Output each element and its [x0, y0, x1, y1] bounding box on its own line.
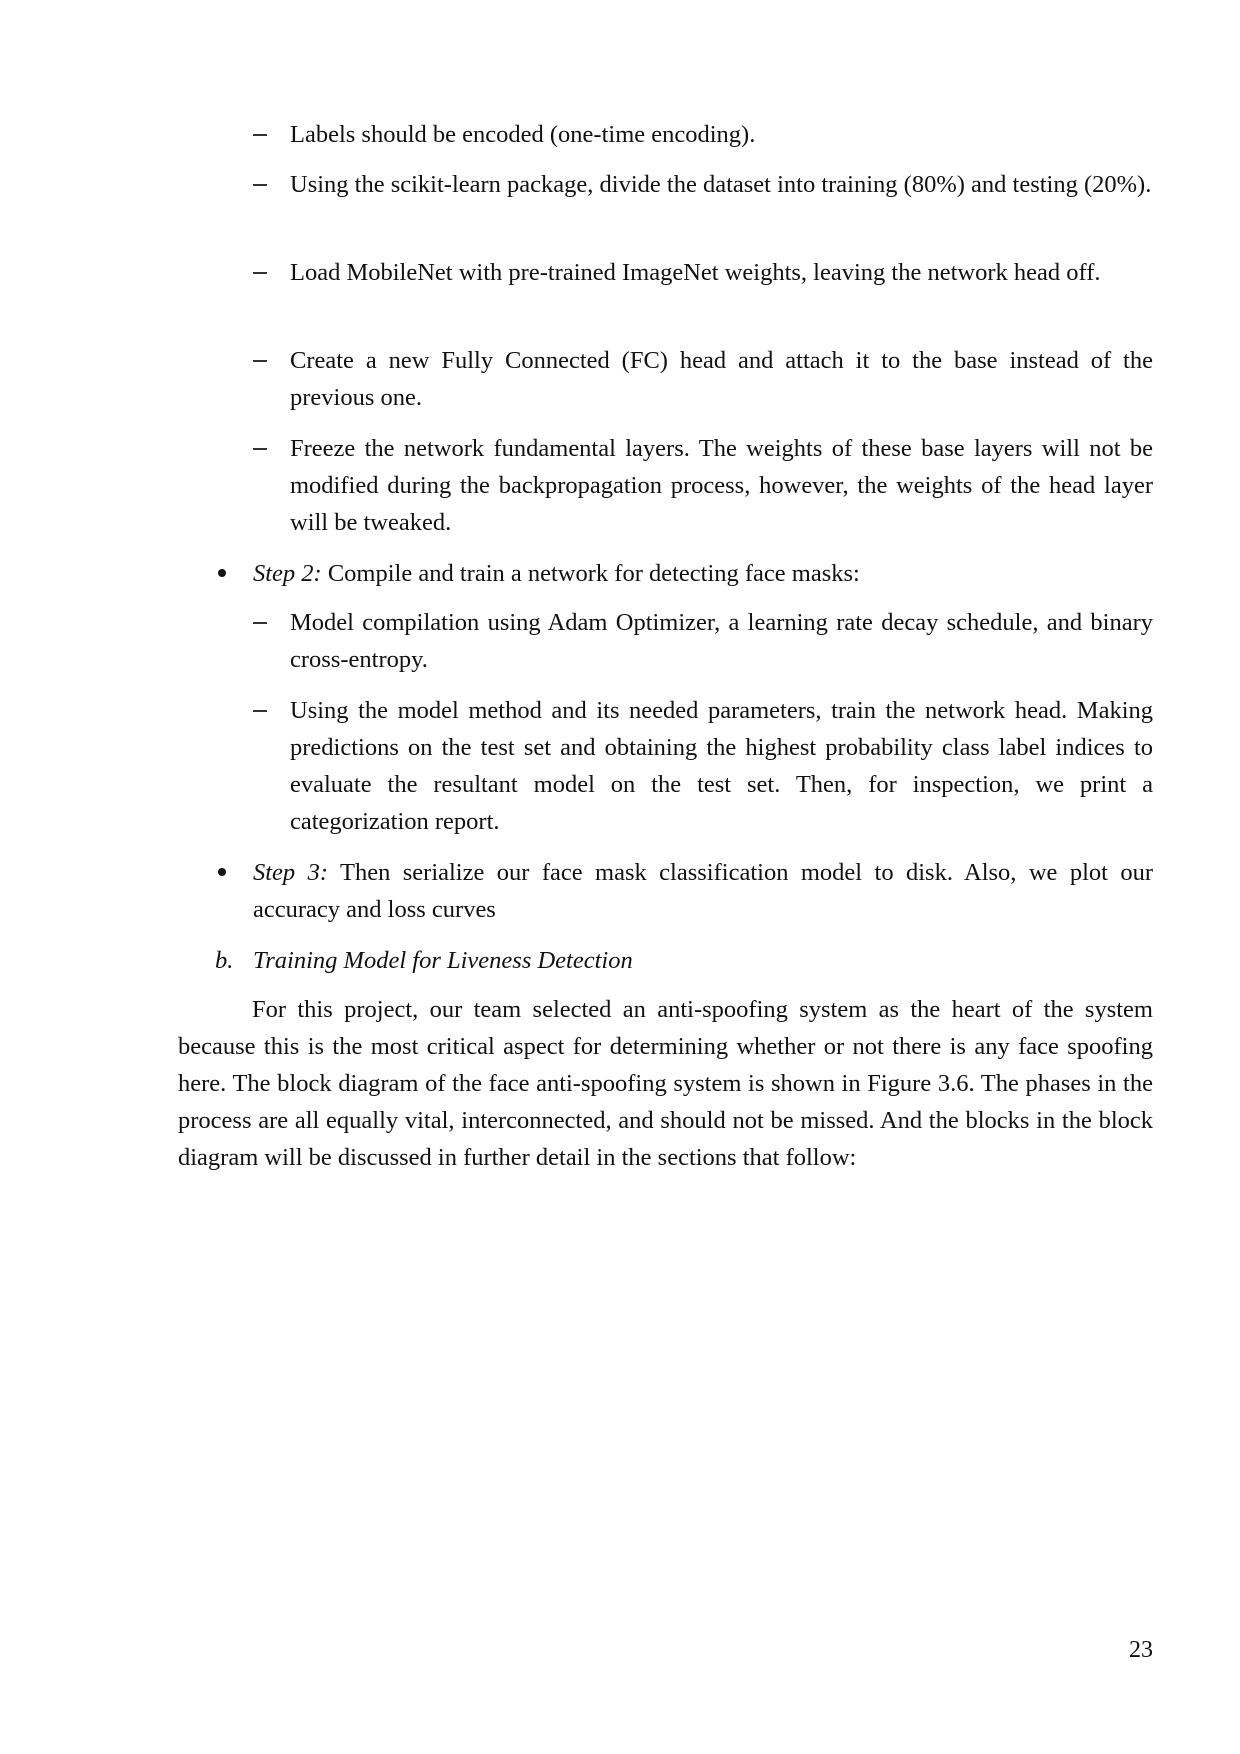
- dash-marker: [253, 710, 267, 712]
- section-title: Training Model for Liveness Detection: [253, 947, 633, 974]
- list-item-freeze-layers: Freeze the network fundamental layers. The weights of these base layers will not be modified during the backpropagation process, however, the weights of the head layer will be tweaked.: [290, 435, 1153, 536]
- list-item-dataset-split: Using the scikit-learn package, divide the dataset into training (80%) and testing (20%).: [290, 171, 1152, 198]
- bullet-marker: [218, 569, 226, 577]
- step-3-item: [253, 854, 1153, 928]
- dash-marker: [253, 134, 267, 136]
- section-heading: [215, 942, 1115, 979]
- dash-marker: [253, 360, 267, 362]
- step-2-label: Step 2:: [253, 560, 322, 587]
- body-paragraph: For this project, our team selected an anti-spoofing system as the heart of the system because this is the most critical aspect for determining whether or not there is any face spoofing here. The block diagram of the face anti-spoofing system is shown in Figure 3.6. The phases in the process are all equally vital, interconnected, and should not be missed. And the blocks in the block diagram will be discussed in further detail in the sections that follow:: [178, 996, 1153, 1171]
- step-3-text: Then serialize our face mask classification model to disk. Also, we plot our accuracy and loss curves: [253, 859, 1154, 923]
- dash-marker: [253, 448, 267, 450]
- dash-marker: [253, 184, 267, 186]
- page-number: 23: [1129, 1637, 1153, 1663]
- list-item-model-compilation: Model compilation using Adam Optimizer, a learning rate decay schedule, and binary cross-entropy.: [290, 609, 1153, 673]
- dash-marker: [253, 622, 267, 624]
- list-item-load-mobilenet: Load MobileNet with pre-trained ImageNet weights, leaving the network head off.: [290, 259, 1101, 286]
- list-item-fc-head: Create a new Fully Connected (FC) head and attach it to the base instead of the previous one.: [290, 347, 1153, 411]
- dash-marker: [253, 272, 267, 274]
- list-item-train-head: Using the model method and its needed parameters, train the network head. Making predictions on the test set and obtaining the highest probability class label indices to evaluate the resultant model on the test set. Then, for inspection, we print a categorization report.: [290, 697, 1153, 835]
- list-item-label-encoding: Labels should be encoded (one-time encoding).: [290, 121, 756, 148]
- step-2-text: Compile and train a network for detecting face masks:: [327, 560, 860, 587]
- section-letter: b.: [215, 947, 234, 974]
- step-2-item: [253, 555, 1153, 592]
- bullet-marker: [218, 868, 226, 876]
- step-3-label: Step 3:: [253, 859, 329, 886]
